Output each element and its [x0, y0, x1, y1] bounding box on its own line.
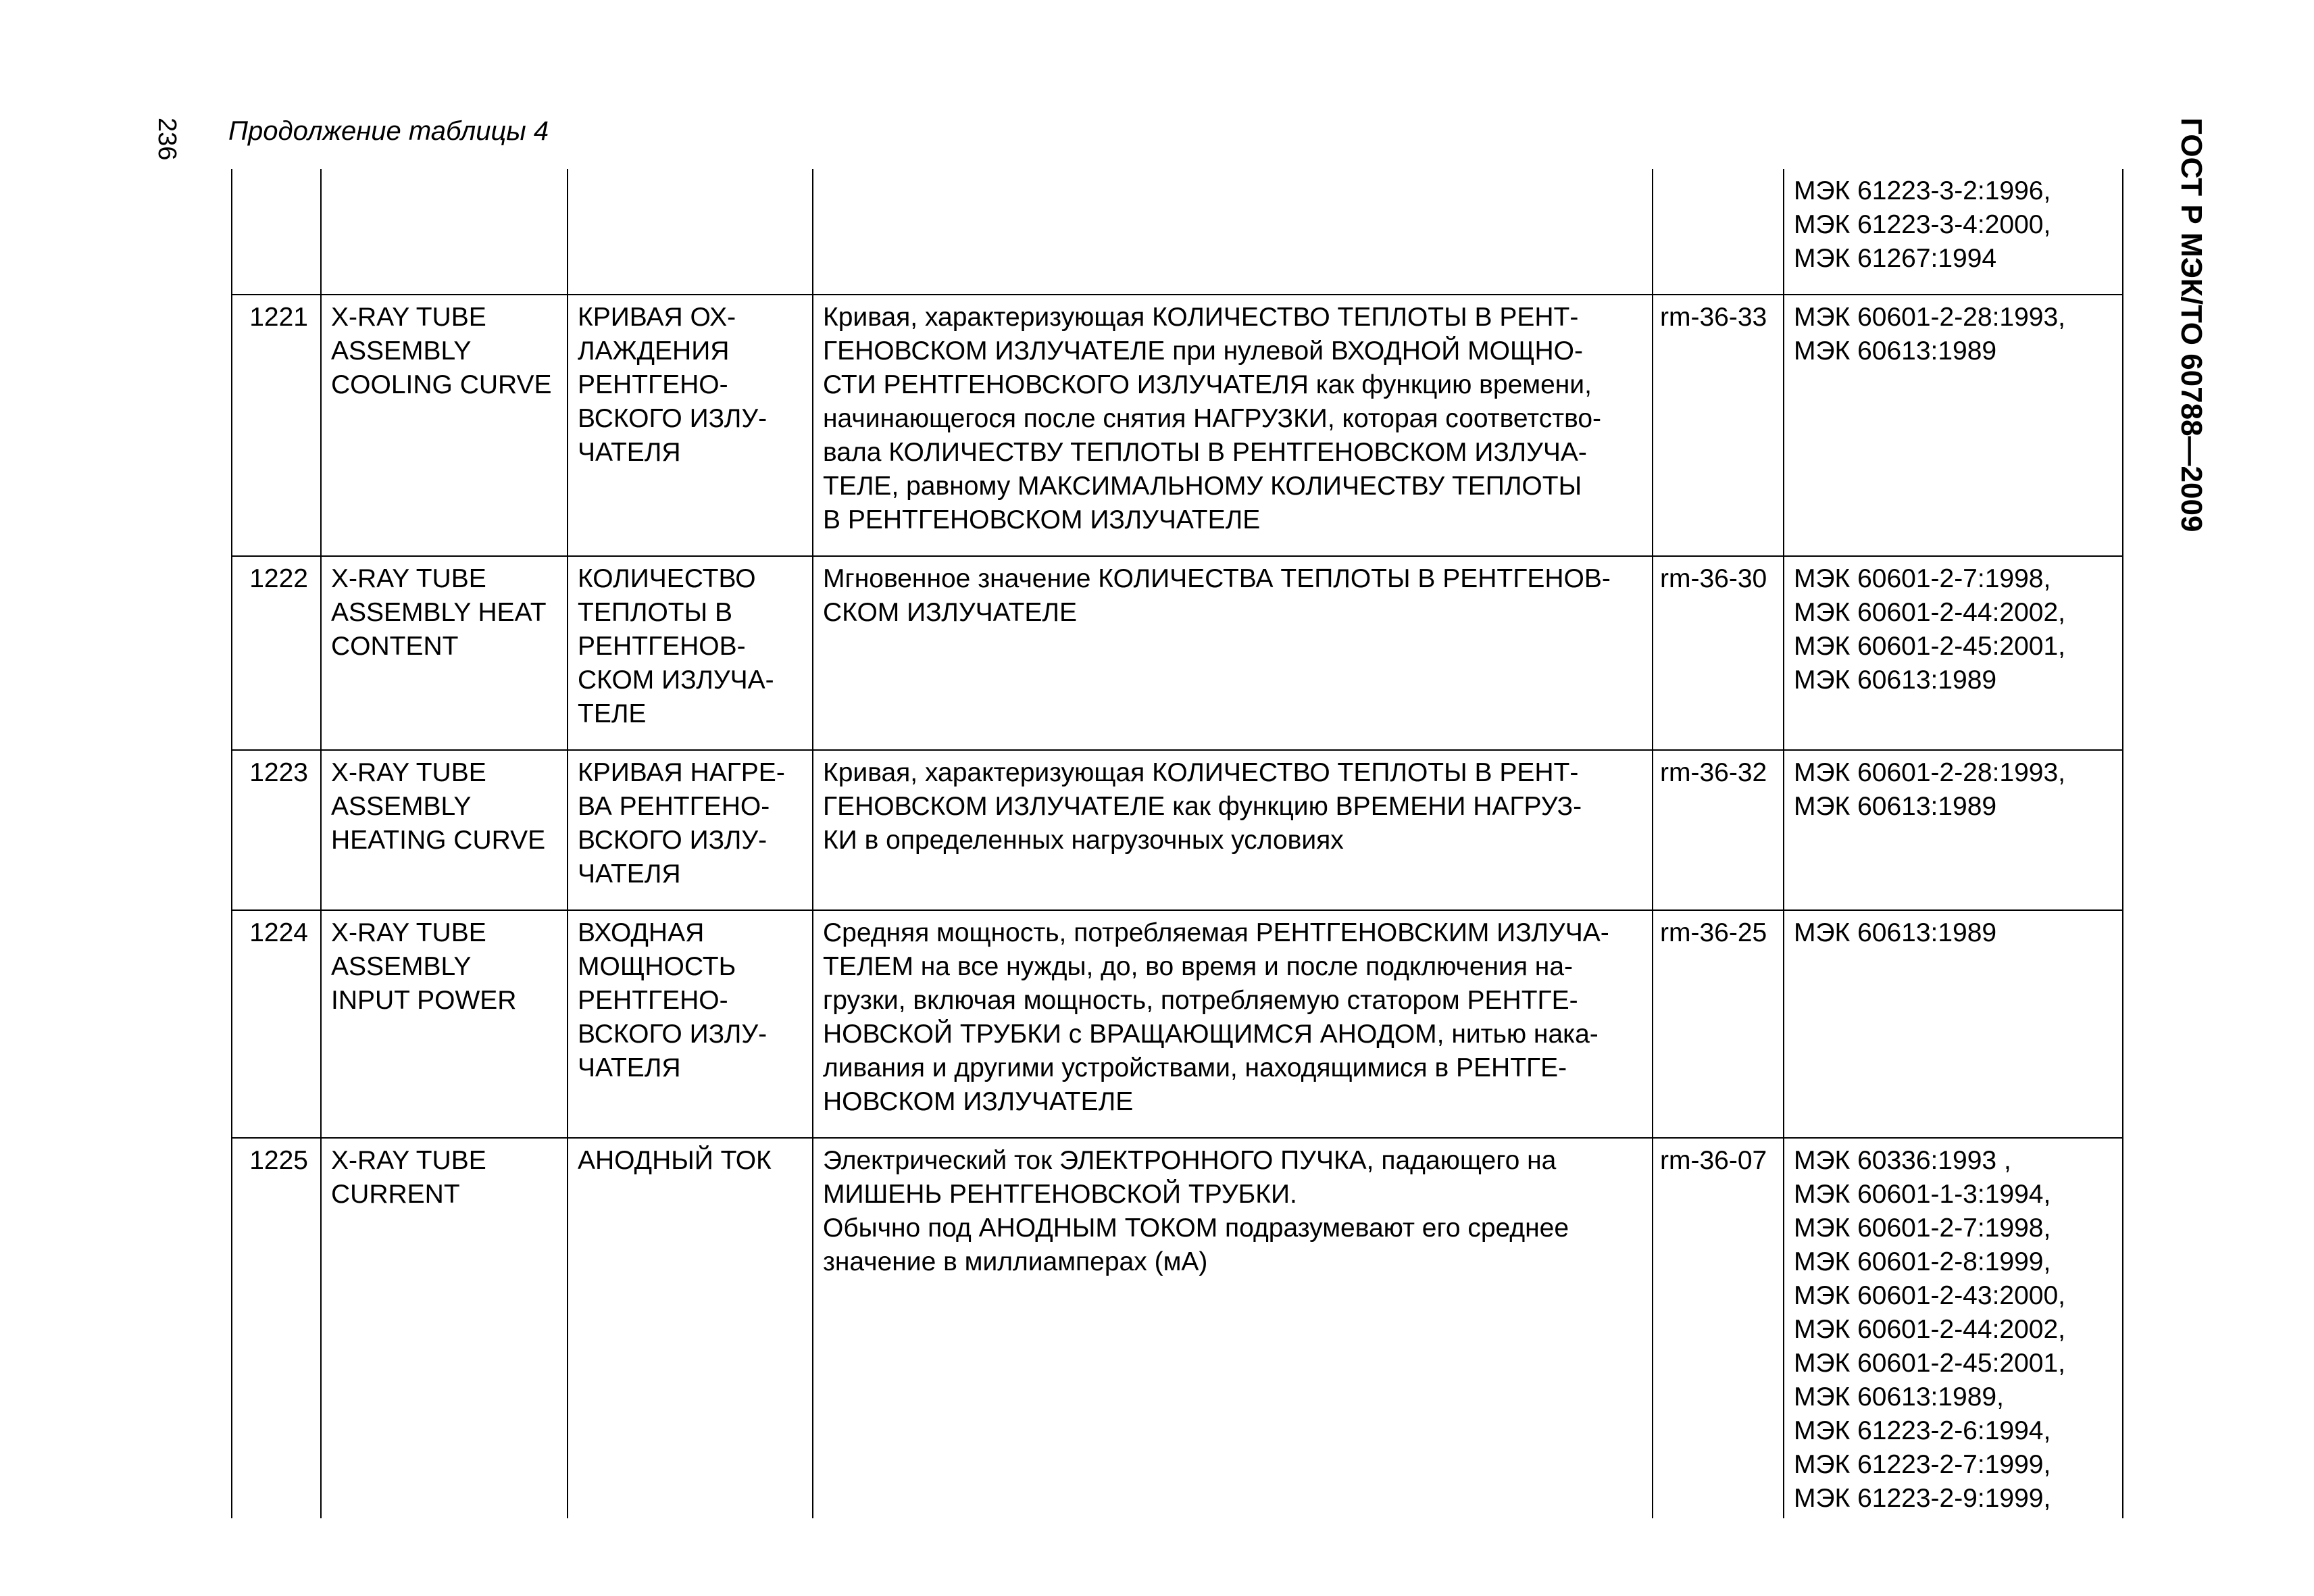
- definition-line: ТЕЛЕ, равному МАКСИМАЛЬНОМУ КОЛИЧЕСТВУ ТЕПЛОТЫ: [823, 472, 1582, 501]
- russian-term-line: ВХОДНАЯ: [578, 918, 705, 947]
- code-cell: [1653, 750, 1784, 910]
- reference-line: МЭК 60601-2-44:2002,: [1794, 598, 2065, 627]
- reference-line: МЭК 60601-2-44:2002,: [1794, 1315, 2065, 1344]
- russian-term-cell: [568, 169, 813, 295]
- definition-line: вала КОЛИЧЕСТВУ ТЕПЛОТЫ В РЕНТГЕНОВСКОМ ИЗЛУЧА-: [823, 438, 1587, 467]
- english-term-line: HEATING CURVE: [331, 826, 546, 855]
- definition-cell: [813, 1138, 1653, 1518]
- table-row-continued: [232, 169, 2123, 295]
- term-number: 1225: [249, 1146, 308, 1175]
- reference-line: МЭК 61223-3-2:1996,: [1794, 176, 2051, 205]
- english-term-cell: [321, 556, 568, 750]
- reference-line: МЭК 60601-2-28:1993,: [1794, 303, 2065, 332]
- term-number-cell: [232, 750, 321, 910]
- table-row: [232, 910, 2123, 1138]
- code-cell: [1653, 169, 1784, 295]
- definition-line: НОВСКОМ ИЗЛУЧАТЕЛЕ: [823, 1087, 1134, 1116]
- definition-line: ГЕНОВСКОМ ИЗЛУЧАТЕЛЕ при нулевой ВХОДНОЙ МОЩНО-: [823, 336, 1584, 366]
- terms-table-body: [232, 169, 2123, 1518]
- english-term-line: COOLING CURVE: [331, 370, 552, 399]
- russian-term-line: ЛАЖДЕНИЯ: [578, 336, 730, 366]
- reference-line: МЭК 60601-2-45:2001,: [1794, 632, 2065, 661]
- term-number-cell: [232, 169, 321, 295]
- table-row: [232, 750, 2123, 910]
- references-cell: [1784, 1138, 2123, 1518]
- russian-term-line: ТЕЛЕ: [578, 699, 647, 728]
- term-code: rm-36-25: [1660, 918, 1767, 947]
- definition-cell: [813, 910, 1653, 1138]
- reference-line: МЭК 61223-2-9:1999,: [1794, 1484, 2051, 1513]
- definition-line: КИ в определенных нагрузочных условиях: [823, 826, 1344, 855]
- reference-line: МЭК 60601-2-7:1998,: [1794, 1214, 2051, 1243]
- term-number-cell: [232, 1138, 321, 1518]
- russian-term-line: АНОДНЫЙ ТОК: [578, 1146, 772, 1175]
- reference-line: МЭК 61223-2-6:1994,: [1794, 1416, 2051, 1445]
- reference-line: МЭК 60613:1989: [1794, 792, 1997, 821]
- english-term-line: INPUT POWER: [331, 986, 517, 1015]
- russian-term-line: РЕНТГЕНО-: [578, 986, 728, 1015]
- definition-line: НОВСКОЙ ТРУБКИ с ВРАЩАЮЩИМСЯ АНОДОМ, нитью нака-: [823, 1020, 1599, 1049]
- definition-line: значение в миллиамперах (мА): [823, 1247, 1208, 1276]
- russian-term-line: СКОМ ИЗЛУЧА-: [578, 666, 774, 695]
- russian-term-line: ВА РЕНТГЕНО-: [578, 792, 770, 821]
- definition-line: ГЕНОВСКОМ ИЗЛУЧАТЕЛЕ как функцию ВРЕМЕНИ НАГРУЗ-: [823, 792, 1582, 821]
- definition-line: Кривая, характеризующая КОЛИЧЕСТВО ТЕПЛОТЫ В РЕНТ-: [823, 758, 1579, 787]
- russian-term-line: ТЕПЛОТЫ В: [578, 598, 732, 627]
- term-code: rm-36-07: [1660, 1146, 1767, 1175]
- english-term-line: X-RAY TUBE: [331, 918, 486, 947]
- russian-term-cell: [568, 556, 813, 750]
- references-cell: [1784, 910, 2123, 1138]
- term-number-cell: [232, 910, 321, 1138]
- russian-term-line: ЧАТЕЛЯ: [578, 859, 681, 889]
- english-term-line: X-RAY TUBE: [331, 303, 486, 332]
- russian-term-cell: [568, 750, 813, 910]
- references-cell: [1784, 169, 2123, 295]
- english-term-line: ASSEMBLY: [331, 336, 472, 366]
- definition-cell: [813, 169, 1653, 295]
- definition-line: ливания и другими устройствами, находящимися в РЕНТГЕ-: [823, 1053, 1567, 1082]
- english-term-cell: [321, 1138, 568, 1518]
- definition-line: Электрический ток ЭЛЕКТРОННОГО ПУЧКА, падающего на: [823, 1146, 1557, 1175]
- reference-line: МЭК 60601-2-28:1993,: [1794, 758, 2065, 787]
- reference-line: МЭК 61223-2-7:1999,: [1794, 1450, 2051, 1479]
- reference-line: МЭК 60601-2-8:1999,: [1794, 1247, 2051, 1276]
- russian-term-cell: [568, 1138, 813, 1518]
- term-number: 1224: [249, 918, 308, 947]
- russian-term-line: ЧАТЕЛЯ: [578, 438, 681, 467]
- russian-term-cell: [568, 910, 813, 1138]
- english-term-line: ASSEMBLY: [331, 792, 472, 821]
- definition-line: СТИ РЕНТГЕНОВСКОГО ИЗЛУЧАТЕЛЯ как функцию времени,: [823, 370, 1592, 399]
- table-row: [232, 556, 2123, 750]
- reference-line: МЭК 60613:1989,: [1794, 1382, 2004, 1412]
- russian-term-line: КРИВАЯ ОХ-: [578, 303, 736, 332]
- reference-line: МЭК 61223-3-4:2000,: [1794, 210, 2051, 239]
- english-term-line: CONTENT: [331, 632, 459, 661]
- reference-line: МЭК 60336:1993 ,: [1794, 1146, 2011, 1175]
- code-cell: [1653, 1138, 1784, 1518]
- definition-line: начинающегося после снятия НАГРУЗКИ, которая соответство-: [823, 404, 1602, 433]
- definition-line: Мгновенное значение КОЛИЧЕСТВА ТЕПЛОТЫ В РЕНТГЕНОВ-: [823, 564, 1611, 593]
- russian-term-cell: [568, 295, 813, 556]
- references-cell: [1784, 750, 2123, 910]
- reference-line: МЭК 61267:1994: [1794, 244, 1997, 273]
- russian-term-line: ВСКОГО ИЗЛУ-: [578, 404, 768, 433]
- russian-term-line: РЕНТГЕНОВ-: [578, 632, 746, 661]
- russian-term-line: КОЛИЧЕСТВО: [578, 564, 756, 593]
- definition-cell: [813, 556, 1653, 750]
- term-code: rm-36-33: [1660, 303, 1767, 332]
- english-term-line: X-RAY TUBE: [331, 1146, 486, 1175]
- russian-term-line: ВСКОГО ИЗЛУ-: [578, 1020, 768, 1049]
- english-term-line: ASSEMBLY HEAT: [331, 598, 547, 627]
- english-term-line: X-RAY TUBE: [331, 564, 486, 593]
- english-term-cell: [321, 910, 568, 1138]
- definition-line: МИШЕНЬ РЕНТГЕНОВСКОЙ ТРУБКИ.: [823, 1180, 1297, 1209]
- definition-line: Обычно под АНОДНЫМ ТОКОМ подразумевают его среднее: [823, 1214, 1569, 1243]
- reference-line: МЭК 60601-2-45:2001,: [1794, 1349, 2065, 1378]
- definition-line: СКОМ ИЗЛУЧАТЕЛЕ: [823, 598, 1078, 627]
- reference-line: МЭК 60601-2-7:1998,: [1794, 564, 2051, 593]
- references-cell: [1784, 556, 2123, 750]
- document-code: ГОСТ Р МЭК/ТО 60788—2009: [2175, 118, 2208, 532]
- english-term-line: X-RAY TUBE: [331, 758, 486, 787]
- code-cell: [1653, 556, 1784, 750]
- term-number-cell: [232, 556, 321, 750]
- russian-term-line: ЧАТЕЛЯ: [578, 1053, 681, 1082]
- table-row: [232, 295, 2123, 556]
- term-number-cell: [232, 295, 321, 556]
- definition-line: Кривая, характеризующая КОЛИЧЕСТВО ТЕПЛОТЫ В РЕНТ-: [823, 303, 1579, 332]
- definition-line: ТЕЛЕМ на все нужды, до, во время и после подключения на-: [823, 952, 1574, 981]
- term-number: 1222: [249, 564, 308, 593]
- reference-line: МЭК 60613:1989: [1794, 336, 1997, 366]
- page-number: 236: [153, 118, 181, 161]
- definition-cell: [813, 295, 1653, 556]
- code-cell: [1653, 295, 1784, 556]
- terms-table: [231, 169, 2123, 1518]
- definition-line: грузки, включая мощность, потребляемую статором РЕНТГЕ-: [823, 986, 1578, 1015]
- russian-term-line: РЕНТГЕНО-: [578, 370, 728, 399]
- english-term-cell: [321, 750, 568, 910]
- code-cell: [1653, 910, 1784, 1138]
- term-code: rm-36-32: [1660, 758, 1767, 787]
- english-term-cell: [321, 169, 568, 295]
- term-code: rm-36-30: [1660, 564, 1767, 593]
- reference-line: МЭК 60613:1989: [1794, 918, 1997, 947]
- russian-term-line: ВСКОГО ИЗЛУ-: [578, 826, 768, 855]
- russian-term-line: МОЩНОСТЬ: [578, 952, 736, 981]
- english-term-line: ASSEMBLY: [331, 952, 472, 981]
- table-row: [232, 1138, 2123, 1518]
- definition-cell: [813, 750, 1653, 910]
- reference-line: МЭК 60613:1989: [1794, 666, 1997, 695]
- russian-term-line: КРИВАЯ НАГРЕ-: [578, 758, 785, 787]
- definition-line: В РЕНТГЕНОВСКОМ ИЗЛУЧАТЕЛЕ: [823, 505, 1261, 534]
- english-term-cell: [321, 295, 568, 556]
- definition-line: Средняя мощность, потребляемая РЕНТГЕНОВСКИМ ИЗЛУЧА-: [823, 918, 1609, 947]
- table-caption: Продолжение таблицы 4: [228, 116, 549, 146]
- reference-line: МЭК 60601-2-43:2000,: [1794, 1281, 2065, 1310]
- term-number: 1221: [249, 303, 308, 332]
- references-cell: [1784, 295, 2123, 556]
- english-term-line: CURRENT: [331, 1180, 460, 1209]
- term-number: 1223: [249, 758, 308, 787]
- reference-line: МЭК 60601-1-3:1994,: [1794, 1180, 2051, 1209]
